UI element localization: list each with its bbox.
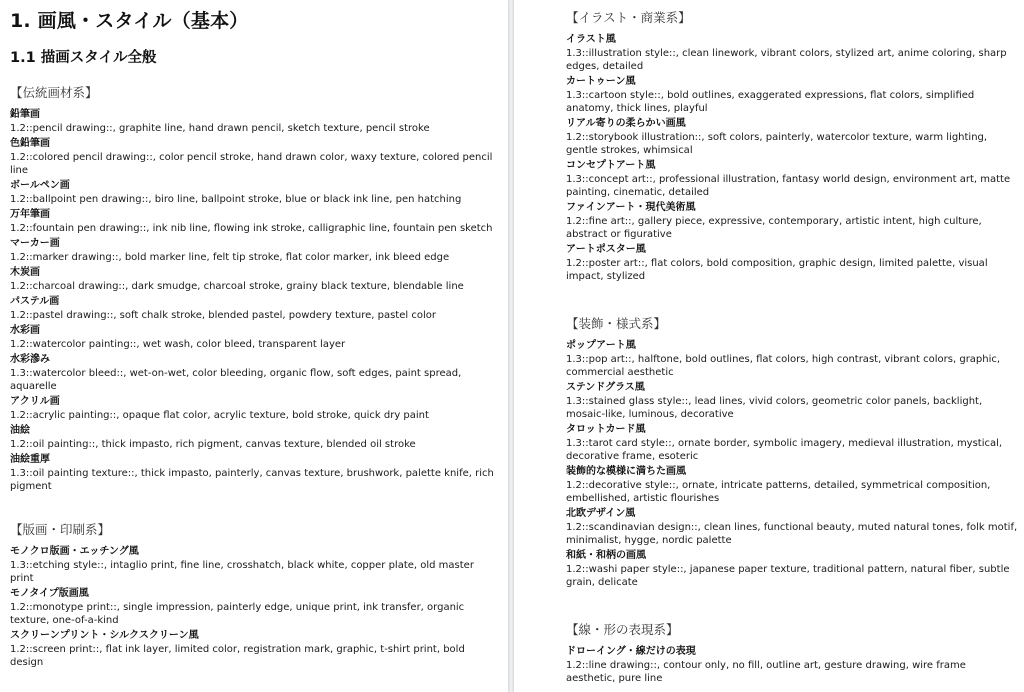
style-name: コンセプトアート風 — [566, 160, 656, 171]
section-title: 【線・形の表現系】 — [566, 622, 679, 637]
style-prompt: 1.2::storybook illustration::, soft colors, painterly, watercolor texture, warm lighting, gentle strokes, whimsical — [566, 132, 988, 156]
style-name: ボールペン画 — [10, 180, 70, 191]
style-prompt: 1.3::oil painting texture::, thick impasto, painterly, canvas texture, brushwork, palette knife, rich pigment — [10, 468, 494, 492]
style-entry — [10, 545, 500, 585]
section-title: 【伝統画材系】 — [10, 85, 98, 100]
right-page — [514, 0, 1024, 692]
style-name: 色鉛筆画 — [10, 138, 50, 149]
style-name: タロットカード風 — [566, 424, 646, 435]
style-entry — [10, 179, 500, 206]
style-name: カートゥーン風 — [566, 76, 636, 87]
style-name: リアル寄りの柔らかい画風 — [566, 118, 686, 129]
style-prompt: 1.2::decorative style::, ornate, intricate patterns, detailed, symmetrical composition, embellished, artistic flourishes — [566, 480, 991, 504]
style-entry — [10, 629, 500, 669]
style-entry — [10, 395, 500, 422]
style-name: 油絵 — [10, 425, 30, 436]
style-prompt: 1.2::fine art::, gallery piece, expressive, contemporary, artistic intent, high culture, abstract or figurative — [566, 216, 982, 240]
style-prompt: 1.3::watercolor bleed::, wet-on-wet, color bleeding, organic flow, soft edges, paint spread, aquarelle — [10, 368, 462, 392]
style-name: 鉛筆画 — [10, 109, 40, 120]
style-prompt: 1.2::screen print::, flat ink layer, limited color, registration mark, graphic, t-shirt print, bold design — [10, 644, 465, 668]
style-prompt: 1.2::acrylic painting::, opaque flat color, acrylic texture, bold stroke, quick dry paint — [10, 410, 429, 421]
style-prompt: 1.2::monotype print::, single impression, painterly edge, unique print, ink transfer, organic texture, one-of-a-kind — [10, 602, 465, 626]
style-entry — [10, 108, 500, 135]
section-spacer — [10, 495, 500, 521]
section-title: 【イラスト・商業系】 — [566, 10, 691, 25]
style-entry — [566, 645, 1018, 685]
style-entry — [566, 75, 1018, 115]
style-name: スクリーンプリント・シルクスクリーン風 — [10, 630, 199, 641]
style-prompt: 1.2::colored pencil drawing::, color pencil stroke, hand drawn color, waxy texture, colored pencil line — [10, 152, 493, 176]
style-prompt: 1.2::pastel drawing::, soft chalk stroke, blended pastel, powdery texture, pastel color — [10, 310, 436, 321]
style-prompt: 1.3::stained glass style::, lead lines, vivid colors, geometric color panels, backlight, mosaic-like, luminous, decorative — [566, 396, 983, 420]
style-entry — [10, 208, 500, 235]
style-prompt: 1.2::marker drawing::, bold marker line, felt tip stroke, flat color marker, ink bleed edge — [10, 252, 450, 263]
style-name: マーカー画 — [10, 238, 60, 249]
style-entry — [566, 339, 1018, 379]
style-entry — [10, 587, 500, 627]
right-sections — [566, 9, 1018, 685]
style-entry — [10, 424, 500, 451]
style-prompt: 1.2::ballpoint pen drawing::, biro line, ballpoint stroke, blue or black ink line, pen hatching — [10, 194, 462, 205]
style-prompt: 1.2::pencil drawing::, graphite line, hand drawn pencil, sketch texture, pencil stroke — [10, 123, 430, 134]
style-entry — [566, 507, 1018, 547]
style-prompt: 1.3::etching style::, intaglio print, fine line, crosshatch, black white, copper plate, old master print — [10, 560, 474, 584]
style-entry — [10, 353, 500, 393]
style-entry — [566, 33, 1018, 73]
style-name: ファインアート・現代美術風 — [566, 202, 696, 213]
style-prompt: 1.3::tarot card style::, ornate border, symbolic imagery, medieval illustration, mystical, decorative frame, esoteric — [566, 438, 1003, 462]
style-prompt: 1.2::poster art::, flat colors, bold composition, graphic design, limited palette, visual impact, stylized — [566, 258, 988, 282]
style-prompt: 1.2::washi paper style::, japanese paper texture, traditional pattern, natural fiber, subtle grain, delicate — [566, 564, 1010, 588]
style-prompt: 1.2::line drawing::, contour only, no fill, outline art, gesture drawing, wire frame aesthetic, pure line — [566, 660, 966, 684]
style-prompt: 1.2::scandinavian design::, clean lines, functional beauty, muted natural tones, folk motif, minimalist, hygge, nordic palette — [566, 522, 1018, 546]
style-name: モノタイプ版画風 — [10, 588, 89, 599]
left-sections — [10, 84, 500, 669]
style-name: 北欧デザイン風 — [566, 508, 636, 519]
style-name: アートポスター風 — [566, 244, 646, 255]
section-title: 【版画・印刷系】 — [10, 522, 111, 537]
style-entry — [566, 243, 1018, 283]
style-name: ポップアート風 — [566, 340, 636, 351]
subsection-title: 1.1 描画スタイル全般 — [10, 50, 157, 66]
style-prompt: 1.2::fountain pen drawing::, ink nib line, flowing ink stroke, calligraphic line, fountain pen sketch — [10, 223, 493, 234]
section-title: 【装飾・様式系】 — [566, 316, 667, 331]
style-prompt: 1.2::charcoal drawing::, dark smudge, charcoal stroke, grainy black texture, blendable line — [10, 281, 464, 292]
page-title: 1. 画風・スタイル（基本） — [10, 10, 249, 32]
style-name: パステル画 — [10, 296, 60, 307]
style-prompt: 1.3::illustration style::, clean linework, vibrant colors, stylized art, anime coloring, sharp edges, detailed — [566, 48, 1007, 72]
style-name: イラスト風 — [566, 34, 616, 45]
style-name: ステンドグラス風 — [566, 382, 645, 393]
style-entry — [566, 423, 1018, 463]
style-entry — [566, 159, 1018, 199]
style-entry — [10, 266, 500, 293]
style-name: モノクロ版画・エッチング風 — [10, 546, 139, 557]
style-name: アクリル画 — [10, 396, 60, 407]
style-entry — [566, 201, 1018, 241]
style-name: 水彩画 — [10, 325, 40, 336]
style-name: 万年筆画 — [10, 209, 50, 220]
style-entry — [10, 137, 500, 177]
style-prompt: 1.2::oil painting::, thick impasto, rich pigment, canvas texture, blended oil stroke — [10, 439, 416, 450]
style-entry — [10, 237, 500, 264]
section-spacer — [566, 591, 1018, 621]
style-name: 油絵重厚 — [10, 454, 50, 465]
style-name: ドローイング・線だけの表現 — [566, 646, 696, 657]
style-entry — [566, 465, 1018, 505]
style-entry — [10, 295, 500, 322]
section-spacer — [566, 285, 1018, 315]
style-name: 木炭画 — [10, 267, 40, 278]
style-prompt: 1.3::concept art::, professional illustration, fantasy world design, environment art, matte painting, cinematic, detailed — [566, 174, 1011, 198]
style-prompt: 1.3::cartoon style::, bold outlines, exaggerated expressions, flat colors, simplified anatomy, thick lines, playful — [566, 90, 975, 114]
style-prompt: 1.3::pop art::, halftone, bold outlines, flat colors, high contrast, vibrant colors, graphic, commercial aesthetic — [566, 354, 1001, 378]
style-name: 装飾的な模様に満ちた画風 — [566, 466, 686, 477]
style-entry — [566, 381, 1018, 421]
style-entry — [10, 453, 500, 493]
style-name: 和紙・和柄の画風 — [566, 550, 646, 561]
left-page — [0, 0, 508, 692]
style-entry — [10, 324, 500, 351]
style-entry — [566, 549, 1018, 589]
style-name: 水彩滲み — [10, 354, 50, 365]
style-prompt: 1.2::watercolor painting::, wet wash, color bleed, transparent layer — [10, 339, 346, 350]
style-entry — [566, 117, 1018, 157]
